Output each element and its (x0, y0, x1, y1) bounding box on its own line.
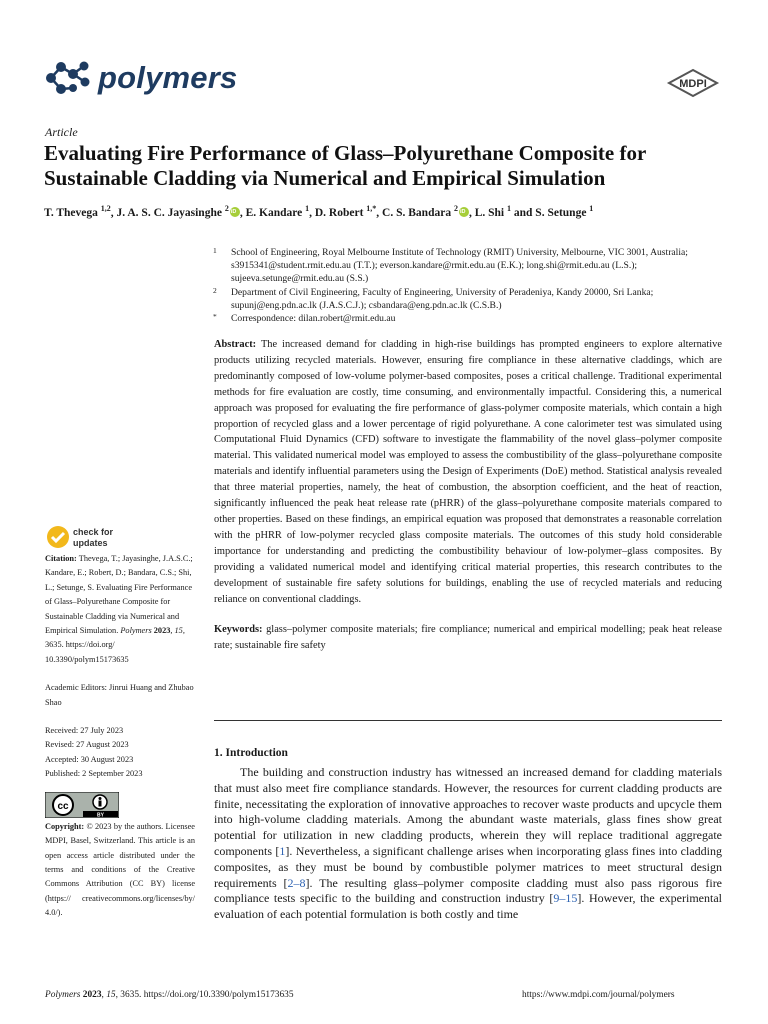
journal-name: polymers (98, 60, 238, 95)
footer-volume: 15 (106, 990, 116, 1000)
section-divider (214, 720, 722, 721)
reference-link[interactable]: 9–15 (553, 891, 578, 906)
abstract-section (214, 337, 722, 654)
check-for-text: check for (73, 527, 114, 537)
date-published: Published: 2 September 2023 (45, 769, 143, 779)
by-text: BY (97, 812, 104, 818)
affiliation-text: Correspondence: dilan.robert@rmit.edu.au (231, 313, 396, 325)
footer-journal: Polymers (45, 990, 81, 1000)
section-heading-introduction: 1. Introduction (214, 747, 288, 759)
affiliation-number: 1 (213, 246, 217, 255)
citation-journal: Polymers (120, 626, 152, 636)
date-revised: Revised: 27 August 2023 (45, 740, 129, 750)
date-received: Received: 27 July 2023 (45, 726, 124, 736)
author-list: T. Thevega $^{1,2}$, J. A. S. C. Jayasinghe $^2$iD , E. Kandare $^1$, D. Robert $^{1,*}$, C. S. Bandara $^2$iD , L. Shi $^1$ and S. Setunge $^1$ (44, 204, 734, 219)
orcid-icon[interactable] (230, 207, 240, 217)
reference-link[interactable]: 2–8 (287, 875, 306, 890)
sidebar (45, 552, 195, 935)
citation-volume: 15 (174, 626, 183, 636)
cc-by-license-icon[interactable] (45, 792, 119, 818)
affiliation-number: * (213, 312, 217, 322)
affiliation-number: 2 (213, 285, 217, 295)
abstract-text: The increased demand for cladding in high-rise buildings has prompted engineers to explore alternative products utilizing recycled materials. However, ensuring fire compliance in these alternative claddings, which are predominantly composed of low-volume polymer-based composites, poses a critical challenge. Traditional experimental methods for fire evaluation are costly, time consuming, and environmentally impactful. Considering this, a numerical approach was proposed for evaluating the fire performance of glass-polymer composite materials, which contain a high proportion of recycled glass and a lower percentage of rigid polyurethane. A cone calorimeter test was simulated using Computational Fluid Dynamics (CFD) software to investigate the flammability of the novel glass–polymer composite material. This validated numerical model was employed to assess the combustibility of the glass–polyurethane composite materials and identify influential parameters using the Design of Experiments (DoE) method. Statistical analysis revealed that three material properties, namely, the heat of combustion, the absorption coefficient, and the heat of reaction, significantly influenced the peak heat release rate (pHRR) of the glass–polyurethane composite materials compared to other properties. Based on these findings, an empirical equation was proposed that demonstrates a reasonable correlation with the pHRR of low-polymer recycled glass composite materials. The outcomes of this study hold considerable importance for understanding and predicting the combustibility behaviour of low-polymer–glass composites. By providing a validated numerical model and identifying critical material properties, this research contributes to the development of sustainable fire safety solutions for buildings, enabling the use of recycled materials and reducing reliance on conventional claddings. (214, 339, 722, 605)
article-title: Evaluating Fire Performance of Glass–Polyurethane Composite for Sustainable Cladding via Numerical and Empirical Simulation (44, 141, 646, 190)
citation: Citation: Thevega, T.; Jayasinghe, J.A.S.C.; Kandare, E.; Robert, D.; Bandara, C.S.; Shi, L.; Setunge, S. Evaluating Fire Performance of Glass–Polyurethane Composite for Sustainable Cladding via Numerical and Empirical Simulation. Polymers 2023, 15, 3635. https://doi.org/ 10.3390/polym15173635 (45, 554, 193, 664)
affiliations (213, 246, 725, 325)
affiliation-item (213, 246, 725, 286)
introduction-paragraph: The building and construction industry has witnessed an increased demand for cladding materials that must also meet fire compliance standards. However, the resources for current cladding products are finite, necessitating the exploration of innovative approaches to recover waste products and upcycle them into high-volume cladding materials. Among the abundant waste materials, glass fines show great potential for utilization in new cladding products, wherein they will replace traditional aggregate components [1]. Nevertheless, a significant challenge arises when incorporating glass fines into cladding composites, as they must be bound by combustible polymer matrices to meet structural design requirements [2–8]. The resulting glass–polymer composite cladding must also pass rigorous fire compliance tests specific to the building and construction industry [9–15]. However, the experimental evaluation of each potential formulation is both costly and time (214, 765, 723, 922)
copyright (45, 820, 195, 921)
polymers-logo-icon (44, 58, 92, 98)
author-affiliation-marker: 1 (507, 204, 511, 213)
footer-year: 2023 (82, 990, 102, 1000)
author-affiliation-marker: 1 (589, 204, 594, 213)
footer-journal-url[interactable]: https://www.mdpi.com/journal/polymers (522, 990, 675, 1000)
author-affiliation-marker: 1 (305, 204, 310, 213)
author-affiliation-marker: 2 (453, 204, 458, 213)
author-affiliation-marker: 1,* (366, 204, 377, 213)
updates-text: updates (73, 538, 108, 548)
affiliation-text: Department of Civil Engineering, Faculty of Engineering, University of Peradeniya, Kandy 20000, Sri Lanka; supunj@eng.pdn.ac.lk (J.A.S.C.J.); csbandara@eng.pdn.ac.lk (C.S.B.) (231, 286, 654, 311)
abstract (214, 337, 722, 607)
keywords (214, 622, 722, 654)
introduction-text (214, 765, 722, 923)
footer-doi[interactable]: , 3635. https://doi.org/10.3390/polym15173635 (115, 990, 294, 1000)
date-accepted: Accepted: 30 August 2023 (45, 754, 134, 764)
cc-text: cc (57, 800, 69, 812)
citation-label: Citation: (45, 554, 77, 563)
author-affiliation-marker: 2 (224, 204, 229, 213)
article-type: Article (45, 125, 78, 139)
copyright-label: Copyright: (45, 821, 85, 831)
affiliation-item (213, 286, 725, 312)
affiliation-text: School of Engineering, Royal Melbourne Institute of Technology (RMIT) University, Melbourne, VIC 3001, Australia; s3915341@student.rmit.edu.au (T.T.); everson.kandare@rmit.edu.au (E.K.); long.shi@rmit.edu.au (L.S.); sujeeva.setunge@rmit.edu.au (S.S.) (231, 247, 688, 285)
author-name[interactable]: C. S. Bandara (382, 206, 454, 219)
copyright-text: © 2023 by the authors. Licensee MDPI, Basel, Switzerland. This article is an open access article distributed under the terms and conditions of the Creative Commons Attribution (CC BY) license (https:// creativecommons.org/licenses/by/ 4.0/). (45, 821, 195, 918)
author-name[interactable]: E. Kandare (245, 206, 306, 219)
author-affiliation-marker: 1,2 (100, 204, 111, 213)
mdpi-logo-icon (665, 68, 721, 98)
keywords-label: Keywords: (214, 624, 263, 636)
academic-editors: Academic Editors: Jinrui Huang and Zhubao Shao (45, 683, 194, 707)
keywords-text: glass–polymer composite materials; fire compliance; numerical and empirical modelling; peak heat release rate; sustainable fire safety (214, 624, 722, 652)
reference-link[interactable]: 1 (279, 843, 286, 858)
citation-year: 2023 (153, 626, 171, 636)
mdpi-text: MDPI (679, 78, 707, 90)
author-name[interactable]: L. Shi (474, 206, 507, 219)
citation-text: Thevega, T.; Jayasinghe, J.A.S.C.; Kandare, E.; Robert, D.; Bandara, C.S.; Shi, L.; Setunge, S. Evaluating Fire Performance of Glass–Polyurethane Composite for Sustainable Cladding via Numerical and Empirical Simulation. (45, 554, 193, 636)
author-name[interactable]: J. A. S. C. Jayasinghe (116, 206, 225, 219)
orcid-icon[interactable] (459, 207, 469, 217)
affiliation-item (213, 312, 725, 325)
author-name[interactable]: D. Robert (314, 206, 367, 219)
author-name[interactable]: T. Thevega (44, 206, 101, 219)
abstract-label: Abstract: (214, 339, 257, 350)
citation-doi[interactable]: , 3635. https://doi.org/ 10.3390/polym15173635 (45, 626, 185, 664)
check-for-updates-badge[interactable] (45, 522, 125, 552)
author-name[interactable]: S. Setunge (535, 206, 590, 219)
footer-citation: Polymers 2023, 15, 3635. https://doi.org/10.3390/polym15173635 (45, 990, 294, 1000)
